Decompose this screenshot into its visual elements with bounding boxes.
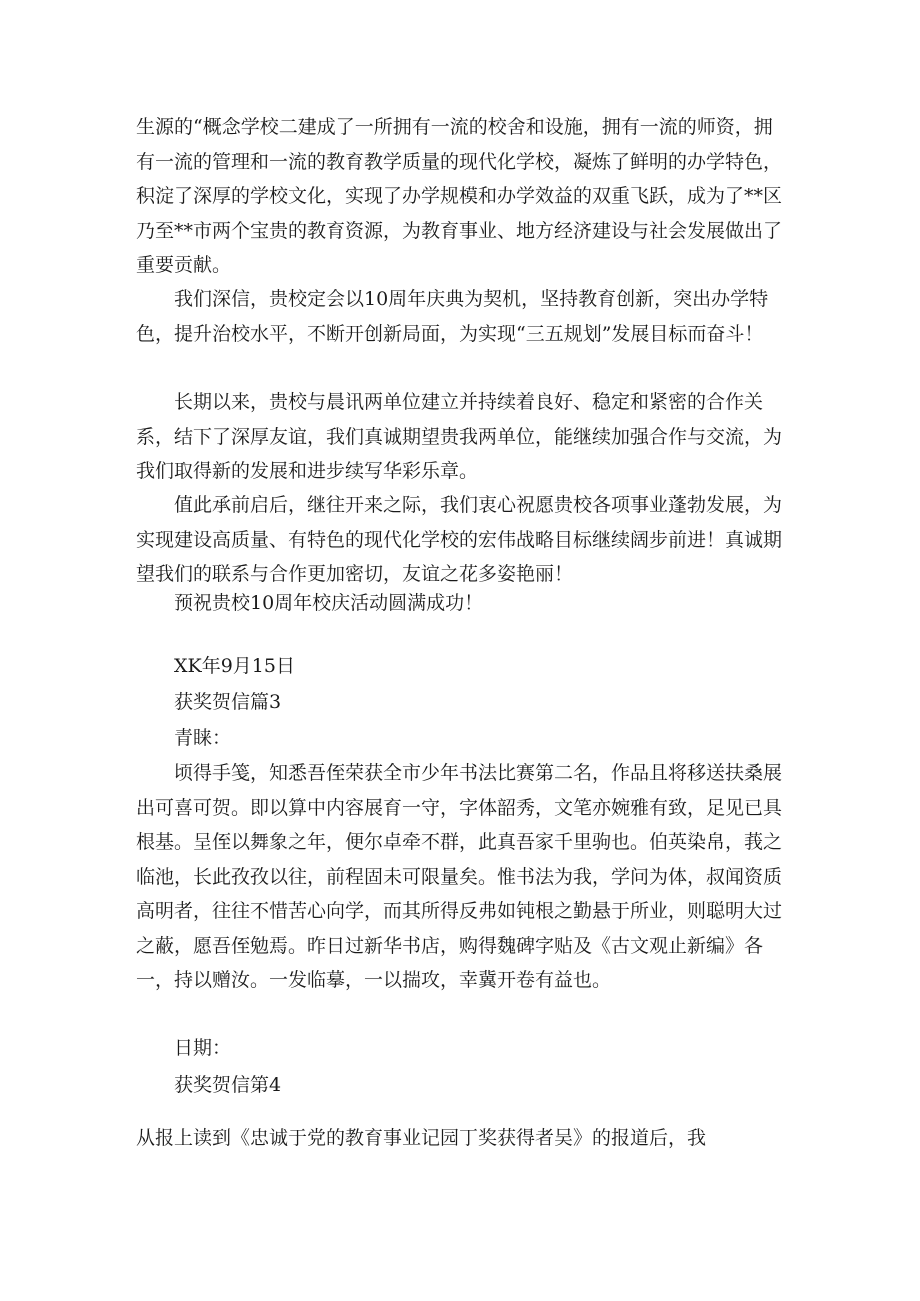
- salutation: 青睐：: [174, 727, 232, 749]
- body-paragraph-3: 长期以来，贵校与晨讯两单位建立并持续着良好、稳定和紧密的合作关系，结下了深厚友谊，我们真诚期望贵我两单位，能继续加强合作与交流，为我们取得新的发展和进步续写华彩乐章。: [136, 391, 783, 482]
- body-paragraph-2: 我们深信，贵校定会以10周年庆典为契机，坚持教育创新，突出办学特色，提升治校水平，不断开创新局面，为实现“三五规划”发展目标而奋斗！: [136, 288, 769, 345]
- closing-wish: 预祝贵校10周年校庆活动圆满成功！: [174, 592, 484, 614]
- section-heading-3: 获奖贺信篇3: [174, 691, 282, 713]
- body-paragraph-1: 生源的“概念学校二建成了一所拥有一流的校舍和设施，拥有一流的师资，拥有一流的管理和一流的教育教学质量的现代化学校，凝炼了鲜明的办学特色，积淀了深厚的学校文化，实现了办学规模和办学效益的双重飞跃，成为了**区乃至**市两个宝贵的教育资源，为教育事业、地方经济建设与社会发展做出了重要贡献。: [136, 116, 783, 276]
- date-line: XK年9月15日: [174, 655, 295, 677]
- section-heading-4: 获奖贺信第4: [174, 1074, 282, 1096]
- body-paragraph-4: 值此承前启后，继往开来之际，我们衷心祝愿贵校各项事业蓬勃发展，为实现建设高质量、有特色的现代化学校的宏伟战略目标继续阔步前进！真诚期望我们的联系与合作更加密切，友谊之花多姿艳丽！: [136, 494, 783, 585]
- date-label: 日期：: [174, 1037, 232, 1059]
- body-paragraph-6: 从报上读到《忠诚于党的教育事业记园丁奖获得者吴》的报道后，我: [136, 1127, 707, 1149]
- body-paragraph-5: 顷得手笺，知悉吾侄荣获全市少年书法比赛第二名，作品且将移送扶桑展出可喜可贺。即以算中内容展育一守，字体韶秀，文笔亦婉雅有致，足见已具根基。呈侄以舞象之年，便尔卓牵不群，此真吾家千里驹也。伯英染帛，莪之临池，长此孜孜以往，前程固未可限量矣。惟书法为我，学问为体，叔闻资质高明者，往往不惜苦心向学，而其所得反弗如钝根之勤悬于所业，则聪明大过之蔽，愿吾侄勉焉。昨日过新华书店，购得魏碑字贴及《古文观止新编》各一，持以赠汝。一发临摹，一以揣攻，幸冀开卷有益也。: [136, 762, 783, 991]
